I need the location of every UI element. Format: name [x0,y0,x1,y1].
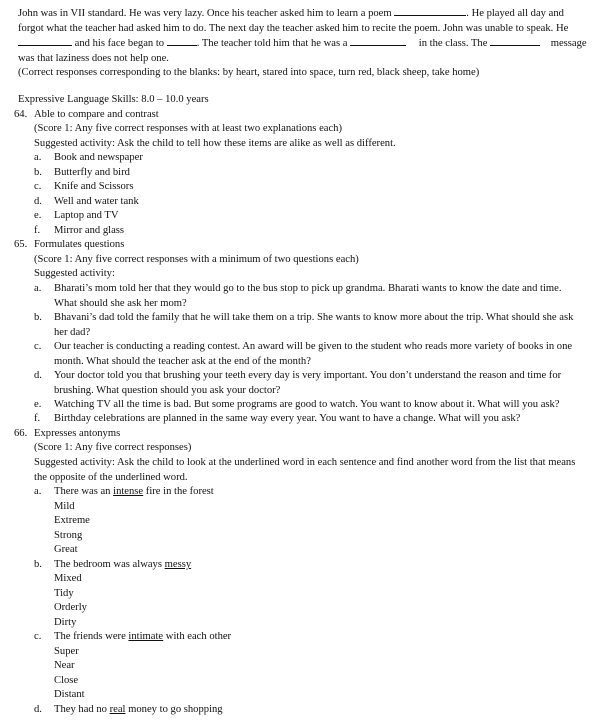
list-text [54,558,604,573]
list-text [54,630,604,645]
option-item: Mild [54,501,75,512]
intro-answers: (Correct responses corresponding to the blanks: by heart, stared into space, turn red, black sheep, take home) [18,67,480,78]
list-marker: a. [34,486,42,497]
list-text [54,485,604,500]
option-item: Super [54,646,79,657]
list-marker: b. [34,559,42,570]
list-text-line: month. What should the teacher ask at the end of the month? [54,355,311,367]
sentence-text: The friends were [54,631,129,642]
list-item [34,369,606,398]
answer-blank [350,36,406,46]
list-text-line: Your doctor told you that brushing your teeth every day is very important. You don’t understand the reason and time for [54,370,562,381]
list-text [54,311,604,340]
list-marker: a. [34,152,42,163]
list-text-line: her dad? [54,326,91,338]
list-marker: d. [34,704,42,715]
question-65-activity: Suggested activity: [34,268,115,279]
intro-line-4: was that laziness does not help one. [18,52,169,64]
section-title: Expressive Language Skills: 8.0 – 10.0 years [18,94,209,105]
option-item: Mixed [54,573,82,584]
list-text: Butterfly and bird [54,167,130,178]
answer-blank [18,36,72,46]
option-item: Tidy [54,588,74,599]
activity-line: Suggested activity: Ask the child to look at the underlined word in each sentence and find another word from the list that means [34,457,576,468]
underlined-word: intimate [128,631,164,642]
activity-line: the opposite of the underlined word. [34,471,188,483]
question-number: 65. [14,239,28,250]
underlined-word: intense [113,486,144,497]
option-item: Dirty [54,617,77,628]
list-text: Well and water tank [54,196,139,207]
intro-line-1 [18,6,603,22]
intro-text: John was in VII standard. He was very lazy. Once his teacher asked him to learn a poem [18,8,392,19]
list-marker: c. [34,341,42,352]
question-number: 66. [14,428,28,439]
intro-line-3 [18,36,603,52]
list-text: Mirror and glass [54,225,125,236]
list-marker: c. [34,631,42,642]
list-text [54,703,604,718]
list-text [54,369,604,398]
list-text-line: Our teacher is conducting a reading contest. An award will be given to the student who reads more variety of books in one [54,341,573,352]
list-text [54,282,604,311]
sentence-text: The bedroom was always [54,559,165,570]
list-marker: d. [34,196,42,207]
question-64-heading [14,108,606,123]
option-item: Near [54,660,75,671]
list-marker: b. [34,312,42,323]
list-marker: f. [34,413,41,424]
list-text-line: brushing. What question should you ask your doctor? [54,384,281,396]
question-64-score: (Score 1: Any five correct responses with at least two explanations each) [34,123,342,134]
list-marker: d. [34,370,42,381]
sentence-text: They had no [54,704,110,715]
list-text-line: Bhavani’s dad told the family that he will take them on a trip. She wants to know more about the trip. What should she ask [54,312,574,323]
list-text: Watching TV all the time is bad. But some programs are good to watch. You want to know about it. What will you ask? [54,399,560,410]
answer-blank [394,6,466,16]
question-title: Able to compare and contrast [34,109,159,120]
option-item: Distant [54,689,85,700]
list-marker: c. [34,181,42,192]
sentence-text: money to go shopping [125,704,223,715]
answer-blank [490,36,540,46]
list-item [34,311,606,340]
list-text-line: Bharati’s mom told her that they would go to the bus stop to pick up grandma. Bharati wants to know the date and time. [54,283,562,294]
intro-text: . The teacher told him that he was a [196,38,348,49]
question-66-activity [34,456,604,485]
list-text: Birthday celebrations are planned in the same way every year. You want to have a change. What will you ask? [54,413,521,424]
intro-paragraph [18,6,603,81]
question-66-heading [14,427,606,442]
option-item: Strong [54,530,83,541]
list-item [34,340,606,369]
option-item: Extreme [54,515,90,526]
list-marker: b. [34,167,42,178]
list-marker: e. [34,399,42,410]
list-item [34,282,606,311]
underlined-word: real [109,704,126,715]
option-item: Great [54,544,78,555]
underlined-word: messy [164,559,192,570]
question-title: Expresses antonyms [34,428,121,439]
intro-text: and his face began to [74,38,165,49]
question-65-score: (Score 1: Any five correct responses with a minimum of two questions each) [34,254,359,265]
question-title: Formulates questions [34,239,125,250]
question-65-heading [14,238,606,253]
intro-text: . He played all day and [466,8,564,19]
intro-text: message [550,38,587,49]
intro-line-2: forgot what the teacher had asked him to do. The next day the teacher asked him to recite the poem. John was unable to speak. He [18,22,569,34]
sentence-text: fire in the forest [143,486,214,497]
sentence-text: with each other [163,631,232,642]
list-text: Knife and Scissors [54,181,134,192]
list-text-line: What should she ask her mom? [54,297,187,309]
list-text: Book and newspaper [54,152,143,163]
list-marker: f. [34,225,41,236]
list-text: Laptop and TV [54,210,119,221]
intro-text: in the class. The [418,38,488,49]
option-item: Orderly [54,602,87,613]
sentence-text: There was an [54,486,114,497]
list-marker: a. [34,283,42,294]
list-text [54,340,604,369]
list-marker: e. [34,210,42,221]
question-number: 64. [14,109,28,120]
answer-blank [167,36,197,46]
question-64-activity: Suggested activity: Ask the child to tell how these items are alike as well as different. [34,138,396,149]
question-66-score: (Score 1: Any five correct responses) [34,442,192,453]
option-item: Close [54,675,79,686]
